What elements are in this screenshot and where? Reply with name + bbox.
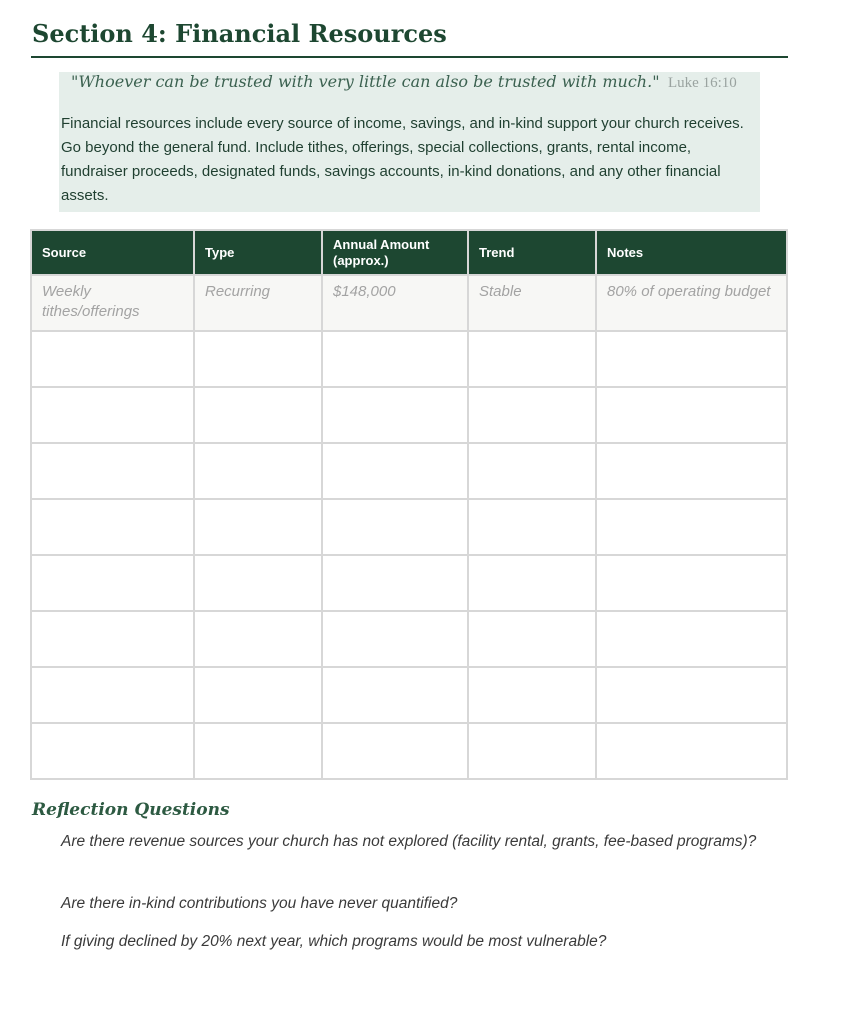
- cell-trend-input[interactable]: [468, 667, 596, 723]
- cell-annual-amount: $148,000: [322, 275, 468, 331]
- cell-notes: 80% of operating budget: [596, 275, 787, 331]
- cell-type-input[interactable]: [194, 611, 322, 667]
- cell-trend-input[interactable]: [468, 611, 596, 667]
- cell-trend-input[interactable]: [468, 331, 596, 387]
- cell-type-input[interactable]: [194, 499, 322, 555]
- cell-notes-input[interactable]: [596, 331, 787, 387]
- cell-trend-input[interactable]: [468, 555, 596, 611]
- cell-annual-amount-input[interactable]: [322, 331, 468, 387]
- cell-notes-input[interactable]: [596, 499, 787, 555]
- title-divider: [31, 56, 788, 58]
- cell-source-input[interactable]: [31, 611, 194, 667]
- cell-notes-input[interactable]: [596, 443, 787, 499]
- cell-type-input[interactable]: [194, 555, 322, 611]
- cell-annual-amount-input[interactable]: [322, 723, 468, 779]
- cell-type-input[interactable]: [194, 667, 322, 723]
- table-header-row: [31, 230, 787, 275]
- cell-trend-input[interactable]: [468, 499, 596, 555]
- reflection-question: Are there revenue sources your church has not explored (facility rental, grants, fee-based programs)?: [61, 833, 757, 850]
- cell-source-input[interactable]: [31, 555, 194, 611]
- cell-source-input[interactable]: [31, 331, 194, 387]
- table-row-blank: [31, 499, 787, 555]
- table-row-blank: [31, 387, 787, 443]
- cell-notes-input[interactable]: [596, 611, 787, 667]
- table-row-blank: [31, 331, 787, 387]
- cell-trend-input[interactable]: [468, 387, 596, 443]
- column-header-type: Type: [194, 230, 322, 275]
- table-row-blank: [31, 723, 787, 779]
- intro-paragraph: Financial resources include every source of income, savings, and in-kind support your church receives. Go beyond the general fund. Include tithes, offerings, special collections, grants, rental income, fundraiser proceeds, designated funds, savings accounts, in-kind donations, and any other financial assets.: [61, 115, 744, 204]
- quote-citation: Luke 16:10: [668, 75, 737, 91]
- cell-annual-amount-input[interactable]: [322, 667, 468, 723]
- cell-source-input[interactable]: [31, 667, 194, 723]
- quote-text: "Whoever can be trusted with very little can also be trusted with much.": [71, 72, 660, 91]
- table-row-blank: [31, 443, 787, 499]
- cell-annual-amount-input[interactable]: [322, 611, 468, 667]
- cell-annual-amount-input[interactable]: [322, 555, 468, 611]
- table-row-example: [31, 275, 787, 331]
- cell-source-input[interactable]: [31, 723, 194, 779]
- table-row-blank: [31, 667, 787, 723]
- cell-trend-input[interactable]: [468, 723, 596, 779]
- cell-type-input[interactable]: [194, 331, 322, 387]
- table-row-blank: [31, 555, 787, 611]
- cell-type-input[interactable]: [194, 443, 322, 499]
- cell-notes-input[interactable]: [596, 667, 787, 723]
- table-row-blank: [31, 611, 787, 667]
- cell-source-input[interactable]: [31, 443, 194, 499]
- cell-notes-input[interactable]: [596, 723, 787, 779]
- reflection-question: Are there in-kind contributions you have never quantified?: [61, 895, 458, 912]
- column-header-annual-amount: Annual Amount (approx.): [322, 230, 468, 275]
- column-header-source: Source: [31, 230, 194, 275]
- cell-notes-input[interactable]: [596, 387, 787, 443]
- cell-type-input[interactable]: [194, 723, 322, 779]
- cell-annual-amount-input[interactable]: [322, 387, 468, 443]
- cell-trend: Stable: [468, 275, 596, 331]
- intro-callout: [59, 72, 760, 212]
- reflection-title: Reflection Questions: [32, 800, 230, 820]
- scripture-quote: [71, 72, 761, 93]
- cell-annual-amount-input[interactable]: [322, 443, 468, 499]
- section-title: Section 4: Financial Resources: [32, 19, 447, 48]
- cell-source: Weekly tithes/offerings: [31, 275, 194, 331]
- cell-type-input[interactable]: [194, 387, 322, 443]
- cell-source-input[interactable]: [31, 499, 194, 555]
- cell-annual-amount-input[interactable]: [322, 499, 468, 555]
- cell-trend-input[interactable]: [468, 443, 596, 499]
- cell-source-input[interactable]: [31, 387, 194, 443]
- reflection-question: If giving declined by 20% next year, which programs would be most vulnerable?: [61, 933, 607, 950]
- financial-resources-table: [30, 229, 788, 780]
- column-header-notes: Notes: [596, 230, 787, 275]
- cell-type: Recurring: [194, 275, 322, 331]
- column-header-trend: Trend: [468, 230, 596, 275]
- cell-notes-input[interactable]: [596, 555, 787, 611]
